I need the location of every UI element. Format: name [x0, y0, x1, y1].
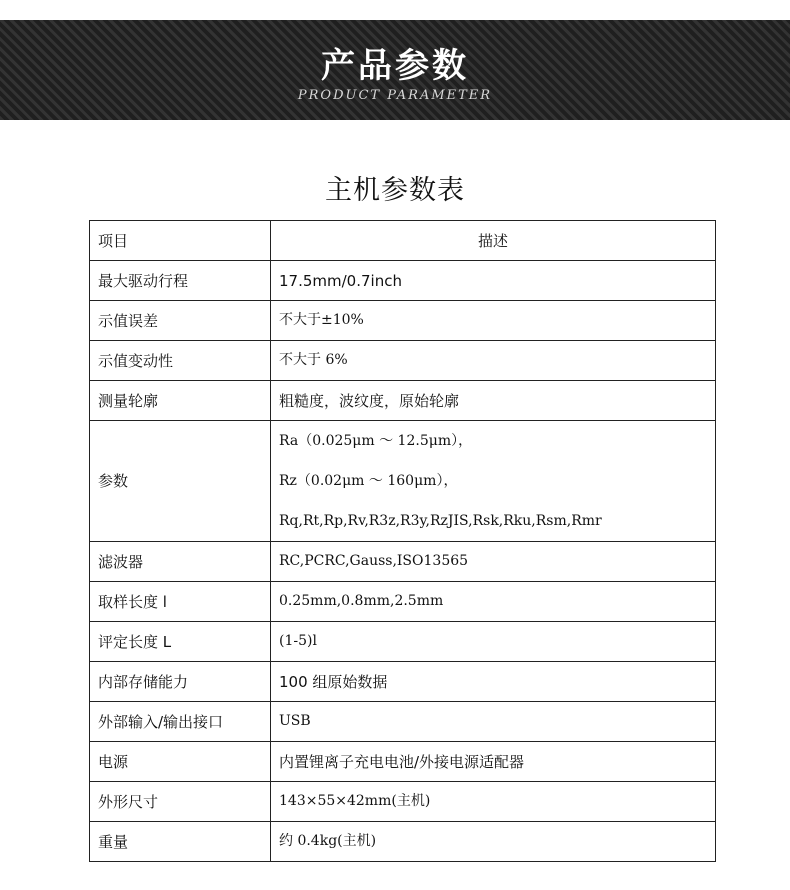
row-label: 示值误差	[90, 301, 271, 341]
header-banner	[0, 20, 790, 120]
row-value: RC,PCRC,Gauss,ISO13565	[271, 542, 716, 582]
parameter-line: Rz（0.02μm ～ 160μm），	[279, 473, 458, 489]
row-label: 重量	[90, 822, 271, 862]
row-value: 粗糙度，波纹度，原始轮廓	[271, 381, 716, 421]
table-row	[90, 622, 716, 662]
row-value: (1-5)l	[271, 622, 716, 662]
table-row	[90, 702, 716, 742]
row-label: 电源	[90, 742, 271, 782]
row-label: 外形尺寸	[90, 782, 271, 822]
table-row	[90, 421, 716, 542]
row-value: 不大于 6%	[271, 341, 716, 381]
row-label: 参数	[90, 421, 271, 542]
row-label: 取样长度 l	[90, 582, 271, 622]
row-value: 0.25mm,0.8mm,2.5mm	[271, 582, 716, 622]
row-value: 约 0.4kg(主机)	[271, 822, 716, 862]
table-row	[90, 782, 716, 822]
row-label: 内部存储能力	[90, 662, 271, 702]
header-description: 描述	[271, 221, 716, 261]
row-value: 100 组原始数据	[271, 662, 716, 702]
table-row	[90, 341, 716, 381]
table-row	[90, 542, 716, 582]
table-row	[90, 582, 716, 622]
table-row	[90, 301, 716, 341]
banner-subtitle: PRODUCT PARAMETER	[297, 88, 493, 103]
row-value: 17.5mm/0.7inch	[271, 261, 716, 301]
row-value: 143×55×42mm(主机)	[271, 782, 716, 822]
row-label: 示值变动性	[90, 341, 271, 381]
row-label: 最大驱动行程	[90, 261, 271, 301]
row-value-multiline	[271, 421, 716, 542]
banner-title: 产品参数	[321, 46, 469, 86]
table-header-row	[90, 221, 716, 261]
row-label: 测量轮廓	[90, 381, 271, 421]
table-row	[90, 822, 716, 862]
table-row	[90, 381, 716, 421]
row-value: USB	[271, 702, 716, 742]
parameter-line: Rq,Rt,Rp,Rv,R3z,R3y,RzJIS,Rsk,Rku,Rsm,Rmr	[279, 513, 602, 529]
header-item: 项目	[90, 221, 271, 261]
row-label: 外部输入/输出接口	[90, 702, 271, 742]
row-label: 评定长度 L	[90, 622, 271, 662]
table-row	[90, 742, 716, 782]
parameter-table	[89, 220, 716, 862]
parameter-line: Ra（0.025μm ～ 12.5μm），	[279, 433, 473, 449]
row-value: 不大于±10%	[271, 301, 716, 341]
table-row	[90, 261, 716, 301]
table-row	[90, 662, 716, 702]
row-value: 内置锂离子充电电池/外接电源适配器	[271, 742, 716, 782]
row-label: 滤波器	[90, 542, 271, 582]
table-title: 主机参数表	[325, 175, 465, 206]
